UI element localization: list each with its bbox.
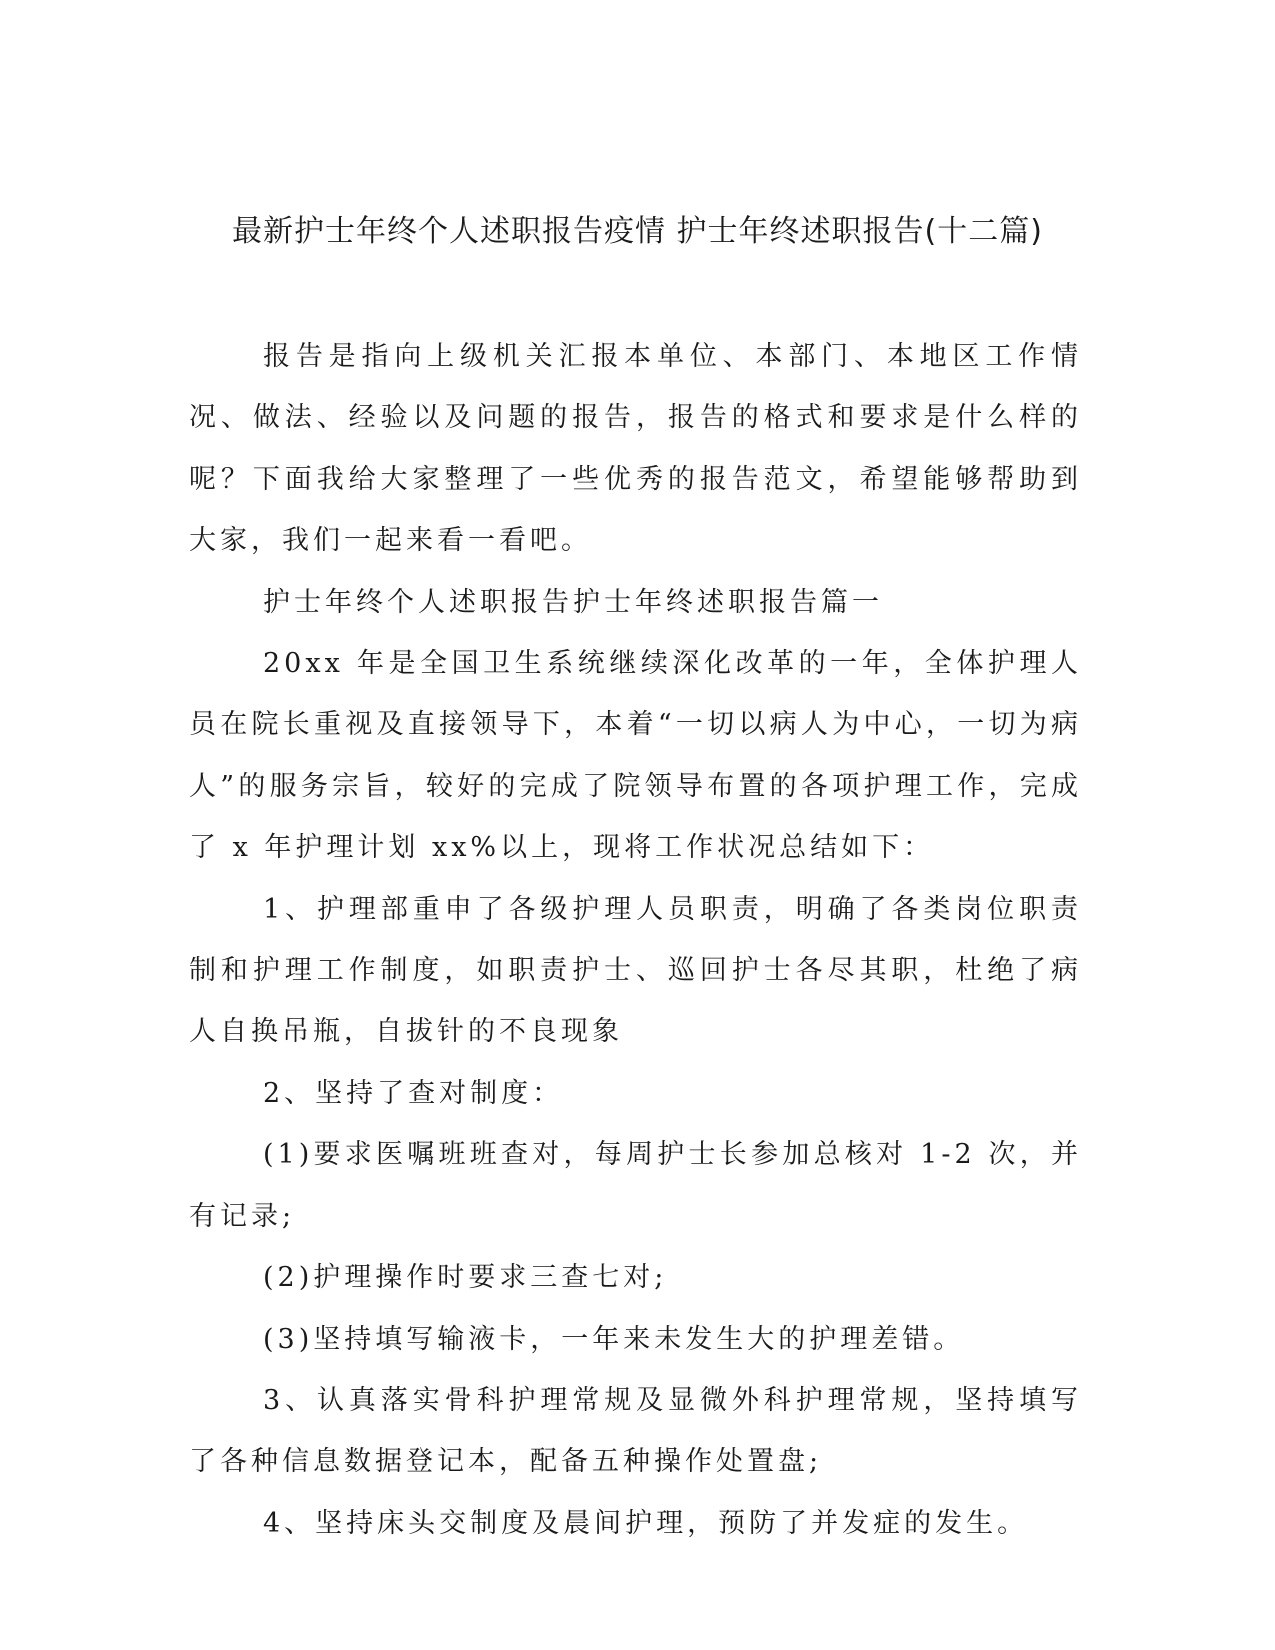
document-body: [189, 326, 1082, 1554]
paragraph-intro: 报告是指向上级机关汇报本单位、本部门、本地区工作情况、做法、经验以及问题的报告，报告的格式和要求是什么样的呢？下面我给大家整理了一些优秀的报告范文，希望能够帮助到大家，我们一起来看一看吧。: [189, 341, 1082, 557]
paragraph-overview: 20xx 年是全国卫生系统继续深化改革的一年，全体护理人员在院长重视及直接领导下，本着“一切以病人为中心，一切为病人”的服务宗旨，较好的完成了院领导布置的各项护理工作，完成了 x 年护理计划 xx%以上，现将工作状况总结如下：: [189, 648, 1082, 864]
paragraph-subitem-1: (1)要求医嘱班班查对，每周护士长参加总核对 1-2 次，并有记录;: [189, 1139, 1082, 1232]
paragraph-item-1: 1、护理部重申了各级护理人员职责，明确了各类岗位职责制和护理工作制度，如职责护士、巡回护士各尽其职，杜绝了病人自换吊瓶，自拔针的不良现象: [189, 893, 1082, 1048]
paragraph-item-2: 2、坚持了查对制度：: [263, 1077, 564, 1109]
document-title: 最新护士年终个人述职报告疫情 护士年终述职报告(十二篇): [232, 214, 1043, 249]
paragraph-item-4: 4、坚持床头交制度及晨间护理，预防了并发症的发生。: [263, 1507, 1029, 1539]
paragraph-item-3: 3、认真落实骨科护理常规及显微外科护理常规，坚持填写了各种信息数据登记本，配备五种操作处置盘;: [189, 1384, 1082, 1478]
paragraph-subitem-2: (2)护理操作时要求三查七对;: [263, 1262, 668, 1294]
paragraph-section-heading: 护士年终个人述职报告护士年终述职报告篇一: [263, 586, 883, 618]
paragraph-subitem-3: (3)坚持填写输液卡，一年来未发生大的护理差错。: [263, 1323, 965, 1355]
